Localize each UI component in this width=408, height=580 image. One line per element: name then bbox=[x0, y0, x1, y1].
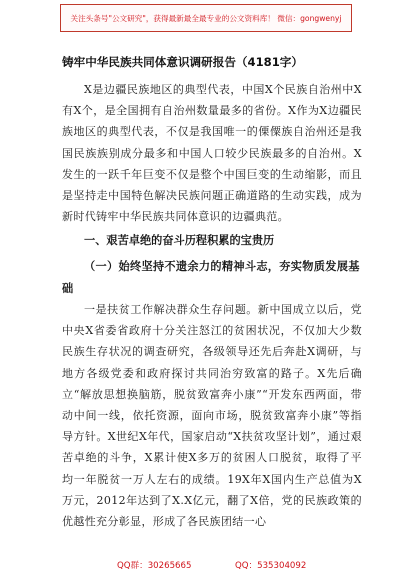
header-banner-text: 关注头条号"公文研究"，获得最新最全最专业的公文资料库！ 微信：gongwenyj bbox=[70, 13, 342, 23]
footer-qq-contact: QQ：535304092 bbox=[235, 561, 307, 571]
footer-qq-group: QQ群：30265665 bbox=[117, 561, 192, 571]
document-title: 铸牢中华民族共同体意识调研报告（4181字） bbox=[62, 55, 303, 69]
section-heading: 一、艰苦卓绝的奋斗历程积累的宝贵历 bbox=[84, 234, 275, 247]
intro-paragraph: X是边疆民族地区的典型代表，中国X个民族自治州中X有X个，是全国拥有自治州数量最多的省份。X作为X边疆民族地区的典型代表，不仅是我国唯一的傈僳族自治州还是我国民族族别成分最多和中国人口较少民族最多的自治州。X发生的一跃千年巨变不仅是整个中国巨变的生动缩影，而且是坚持走中国特色解决民族问题正确道路的生动实践，成为新时代铸牢中华民族共同体意识的边疆典范。 bbox=[62, 83, 362, 224]
header-banner bbox=[60, 4, 352, 32]
subsection-heading: （一）始终坚持不遗余力的精神斗志，夯实物质发展基础 bbox=[62, 260, 360, 295]
footer bbox=[0, 559, 408, 575]
body-paragraph: 一是扶贫工作解决群众生存问题。新中国成立以后，党中央X省委省政府十分关注怒江的贫困状况，不仅加大少数民族生存状况的调查研究，各级领导还先后奔赴X调研，与地方各级党委和政府探讨共同治穷致富的路子。X先后确立“解放思想换脑筋，脱贫致富奔小康”“开发东西两面，带动中间一线，依托资源，面向市场，脱贫致富奔小康”等指导方针。X世纪X年代，国家启动“X扶贫攻坚计划”，通过艰苦卓绝的斗争，X累计使X多万的贫困人口脱贫，取得了平均一年脱贫一万人左右的成绩。19X年X国内生产总值为X万元，2012年达到了X.X亿元，翻了X倍，党的民族政策的优越性充分彰显，形成了各民族团结一心 bbox=[62, 303, 362, 529]
